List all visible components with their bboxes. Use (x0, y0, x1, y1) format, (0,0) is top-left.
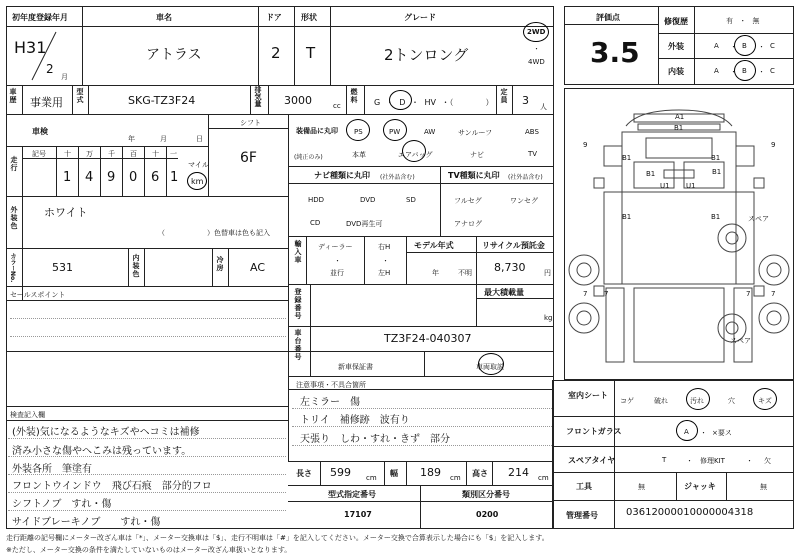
damage-mark: B1 (711, 154, 721, 162)
width: 189 (420, 466, 441, 479)
spare-tire-option: 修理KIT (700, 457, 725, 465)
spare-tire-option: ・ (686, 457, 693, 465)
car-use-label: 車歴 (9, 88, 17, 104)
score-label: 評価点 (596, 13, 620, 22)
person-unit: 人 (540, 103, 547, 111)
grade: 2トンロング (384, 46, 469, 64)
damage-mark: B1 (712, 168, 722, 176)
damage-mark: B1 (711, 213, 721, 221)
damage-mark: B1 (646, 170, 656, 178)
footer-line: 走行距離の記号欄にメーター改ざん車は「*」、メーター交換車は「$」、走行不明車は「#」を記入してください。メーター交換で合算表示した場合にも「$」を記入します。 (6, 534, 549, 542)
digit-label: 百 (130, 150, 137, 158)
windshield-option: A (684, 428, 689, 436)
shape-label: 形状 (301, 13, 317, 22)
navi-item: DVD再生可 (346, 220, 383, 228)
warranty-label: 新車保証書 (338, 363, 373, 371)
category: 0200 (476, 510, 499, 519)
digit-label: 万 (86, 150, 93, 158)
import-dot: ・ (382, 257, 389, 265)
unknown: 不明 (458, 269, 472, 277)
spare-label: スペア (730, 337, 751, 345)
footer-line: ※ただし、メーター交換の条件を満たしていないものはメーター改ざん車扱いとなります。 (6, 546, 292, 554)
damage-mark: B1 (622, 213, 632, 221)
height-label: 高さ (472, 469, 488, 478)
seat-option: キズ (758, 397, 772, 405)
tools-label: 工具 (576, 482, 592, 491)
model: SKG-TZ3F24 (128, 94, 196, 107)
import-parallel: 並行 (330, 269, 344, 277)
doors: 2 (271, 44, 281, 62)
repair-label: 修復歴 (664, 17, 688, 26)
length-label: 長さ (296, 469, 312, 478)
tv-item: アナログ (454, 220, 482, 228)
damage-mark: U1 (686, 182, 696, 190)
digit-label: 十 (152, 150, 159, 158)
tv-item: フルセグ (454, 197, 482, 205)
equip-item: PW (389, 128, 401, 136)
capacity: 3 (522, 94, 529, 107)
fuel-options: G ・ D ・ HV ・（ ） (374, 98, 494, 107)
color-label: 外装色 (10, 206, 18, 230)
spare-label: スペア (748, 215, 769, 223)
inspector-line: 済み小さな傷やへこみは残っています。 (12, 446, 192, 457)
mile-label: マイル (188, 161, 209, 169)
damage-mark: B1 (674, 124, 684, 132)
inspector-line: フロントウインドウ 飛び石痕 部分的フロ (12, 481, 212, 492)
chassis-label: 車台番号 (294, 329, 302, 361)
navi-item: SD (406, 196, 416, 204)
inspector-line: サイドブレーキノブ すれ・傷 (12, 517, 161, 528)
equip-item: エアバッグ (398, 151, 433, 159)
mileage-digit: 1 (170, 170, 179, 185)
interior-label: 内装色 (132, 254, 140, 278)
caution-line: 天張り しわ・すれ・きず 部分 (300, 434, 450, 445)
equip-item: AW (424, 128, 436, 136)
digit-label: 十 (64, 150, 71, 158)
width-label: 幅 (390, 469, 398, 478)
caution-label: 注意事項・不具合箇所 (296, 381, 366, 389)
aircon: AC (250, 261, 266, 274)
wheel-number: 7 (583, 290, 588, 298)
wheel-number: 9 (771, 141, 776, 149)
damage-mark: U1 (660, 182, 670, 190)
grade-label: グレード (404, 13, 436, 22)
tv-label: TV種類に丸印 (448, 171, 500, 180)
length: 599 (330, 466, 351, 479)
equip-item: PS (354, 128, 363, 136)
category-label: 類別区分番号 (462, 490, 510, 499)
navi-label: ナビ種類に丸印 (314, 171, 370, 180)
digit-label: 一 (170, 150, 177, 158)
sales-point-label: セールスポイント (10, 291, 66, 299)
color-no: 531 (52, 261, 73, 274)
divider (82, 6, 83, 85)
inspector-line: 外装各所 筆塗有 (12, 464, 92, 475)
day-unit: 日 (196, 135, 203, 143)
capacity-label: 定員 (500, 88, 508, 104)
divider (6, 26, 554, 27)
import-label: 輸入車 (294, 240, 302, 264)
selected-mark (402, 140, 426, 162)
shape: T (306, 44, 316, 62)
car-name-label: 車名 (156, 13, 172, 22)
manual-label: 車両取説 (476, 363, 504, 371)
mileage-digit: 9 (107, 170, 116, 185)
import-dot: ・ (334, 257, 341, 265)
windshield-option: ×要ス (712, 429, 732, 437)
grade-c: C (770, 67, 775, 75)
selected-mark (734, 35, 756, 56)
jack-label: ジャッキ (684, 482, 716, 491)
recycle-value: 8,730 (494, 261, 526, 274)
damage-mark: B1 (622, 154, 632, 162)
model-designation: 17107 (344, 510, 372, 519)
drive-4wd: 4WD (528, 58, 545, 66)
max-load-label: 最大積載量 (484, 288, 524, 297)
month-unit: 月 (160, 135, 167, 143)
cm-unit: cm (450, 474, 461, 482)
chassis: TZ3F24-040307 (384, 332, 472, 345)
windshield-option: ・ (700, 429, 707, 437)
car-use: 事業用 (30, 96, 63, 109)
recycle-label: リサイクル預託金 (482, 241, 545, 250)
score: 3.5 (590, 36, 640, 69)
seat-label: 室内シート (568, 391, 608, 400)
import-dealer: ディーラー (318, 243, 353, 251)
equip-item: TV (528, 150, 538, 158)
grade-a: A (714, 42, 719, 50)
equipment-sub-label: (純正のみ) (294, 154, 323, 161)
selected-mark (346, 119, 370, 141)
km-label: km (191, 177, 204, 186)
model-label: 型式 (76, 88, 84, 104)
divider (294, 6, 295, 85)
right-h: 右H (378, 243, 391, 251)
registration-label: 登録番号 (294, 288, 302, 320)
cm-unit: cm (538, 474, 549, 482)
wheel-number: 7 (746, 290, 751, 298)
month-unit: 月 (61, 73, 68, 81)
first-reg-label: 初年度登録年月 (12, 13, 68, 22)
grade-b: B (742, 67, 747, 75)
navi-item: HDD (308, 196, 325, 204)
equip-item: ABS (525, 128, 539, 136)
inspector-label: 検査記入欄 (10, 411, 45, 419)
caution-line: トリイ 補修跡 波有り (300, 415, 410, 426)
mileage-label: 走行 (10, 156, 18, 172)
selected-mark (383, 119, 407, 141)
caution-line: 左ミラー 傷 (300, 397, 360, 408)
mileage-digit: 6 (151, 170, 160, 185)
spare-tire-option: ・ (746, 457, 753, 465)
selected-mark (753, 388, 777, 410)
inspector-line: (外装)気になるようなキズやヘコミは補修 (12, 427, 200, 438)
fuel-label: 燃料 (350, 88, 358, 104)
navi-item: DVD (360, 196, 376, 204)
selected-mark (389, 90, 412, 110)
damage-mark: A1 (675, 113, 685, 121)
digit-label: 千 (108, 150, 115, 158)
year-unit: 年 (432, 269, 439, 277)
navi-item: CD (310, 219, 321, 227)
shift: 6F (240, 150, 257, 166)
model-year-label: モデル年式 (414, 241, 454, 250)
mileage-digit: 4 (85, 170, 94, 185)
grade-dot: ・ (730, 68, 737, 76)
selected-mark (676, 420, 698, 441)
yen-unit: 円 (544, 269, 551, 277)
selected-mark (686, 388, 710, 410)
seat-option: 破れ (654, 397, 668, 405)
drive-sep: ・ (533, 45, 540, 53)
shift-label: シフト (240, 119, 261, 127)
cc-unit: cc (333, 102, 341, 110)
aircon-label: 冷房 (216, 256, 224, 272)
tv-sub: (社外品含む) (508, 174, 543, 181)
grade-dot: ・ (758, 43, 765, 51)
height: 214 (508, 466, 529, 479)
equipment-label: 装備品に丸印 (296, 127, 338, 135)
model-designation-label: 型式指定番号 (328, 490, 376, 499)
spare-tire-label: スペアタイヤ (568, 456, 616, 465)
jack-value: 無 (760, 483, 767, 491)
inspector-line: シフトノブ すれ・傷 (12, 499, 112, 510)
mileage-digit: 1 (63, 170, 72, 185)
drive-2wd: 2WD (527, 28, 546, 36)
cm-unit: cm (366, 474, 377, 482)
wheel-number: 7 (604, 290, 609, 298)
grade-a: A (714, 67, 719, 75)
first-reg-month: 2 (46, 62, 54, 76)
color-value: ホワイト (44, 206, 88, 219)
divider (258, 6, 259, 85)
management-no: 03612000010000004318 (626, 507, 754, 518)
grade-dot: ・ (758, 68, 765, 76)
spare-tire-option: 欠 (764, 457, 771, 465)
navi-sub: (社外品含む) (380, 174, 415, 181)
color-no-label: カラーNo. (9, 253, 16, 283)
repair-options: 有 ・ 無 (726, 17, 760, 25)
wheel-number: 7 (771, 290, 776, 298)
left-h: 左H (378, 269, 391, 277)
tv-item: ワンセグ (510, 197, 538, 205)
year-unit: 年 (128, 135, 135, 143)
selected-mark (734, 60, 756, 81)
grade-c: C (770, 42, 775, 50)
seat-option: コゲ (620, 397, 634, 405)
equip-item: サンルーフ (458, 129, 493, 137)
wheel-number: 9 (583, 141, 588, 149)
grade-dot: ・ (730, 43, 737, 51)
exterior-label: 外装 (668, 42, 684, 51)
divider (330, 6, 331, 85)
spare-tire-option: T (662, 456, 667, 464)
equip-item: ナビ (470, 151, 484, 159)
color-change-note: （ ）色替車は色も記入 (158, 229, 270, 237)
equip-item: 本革 (352, 151, 366, 159)
mileage-digit: 0 (129, 170, 138, 185)
first-reg-year: H31 (14, 38, 47, 57)
windshield-label: フロントガラス (566, 427, 622, 436)
car-name: アトラス (146, 47, 202, 63)
shaken-label: 車検 (32, 127, 48, 136)
interior-label: 内装 (668, 67, 684, 76)
displacement: 3000 (284, 94, 312, 107)
door-label: ドア (266, 13, 282, 22)
management-label: 管理番号 (566, 511, 598, 520)
selected-mark (478, 353, 504, 375)
seat-option: 汚れ (690, 397, 704, 405)
divider (6, 114, 554, 115)
tools-value: 無 (638, 483, 645, 491)
displacement-label: 排気量 (254, 86, 262, 107)
kg-unit: kg (544, 314, 553, 322)
grade-b: B (742, 42, 747, 50)
digit-label: 記号 (32, 150, 46, 158)
seat-option: 穴 (728, 397, 735, 405)
